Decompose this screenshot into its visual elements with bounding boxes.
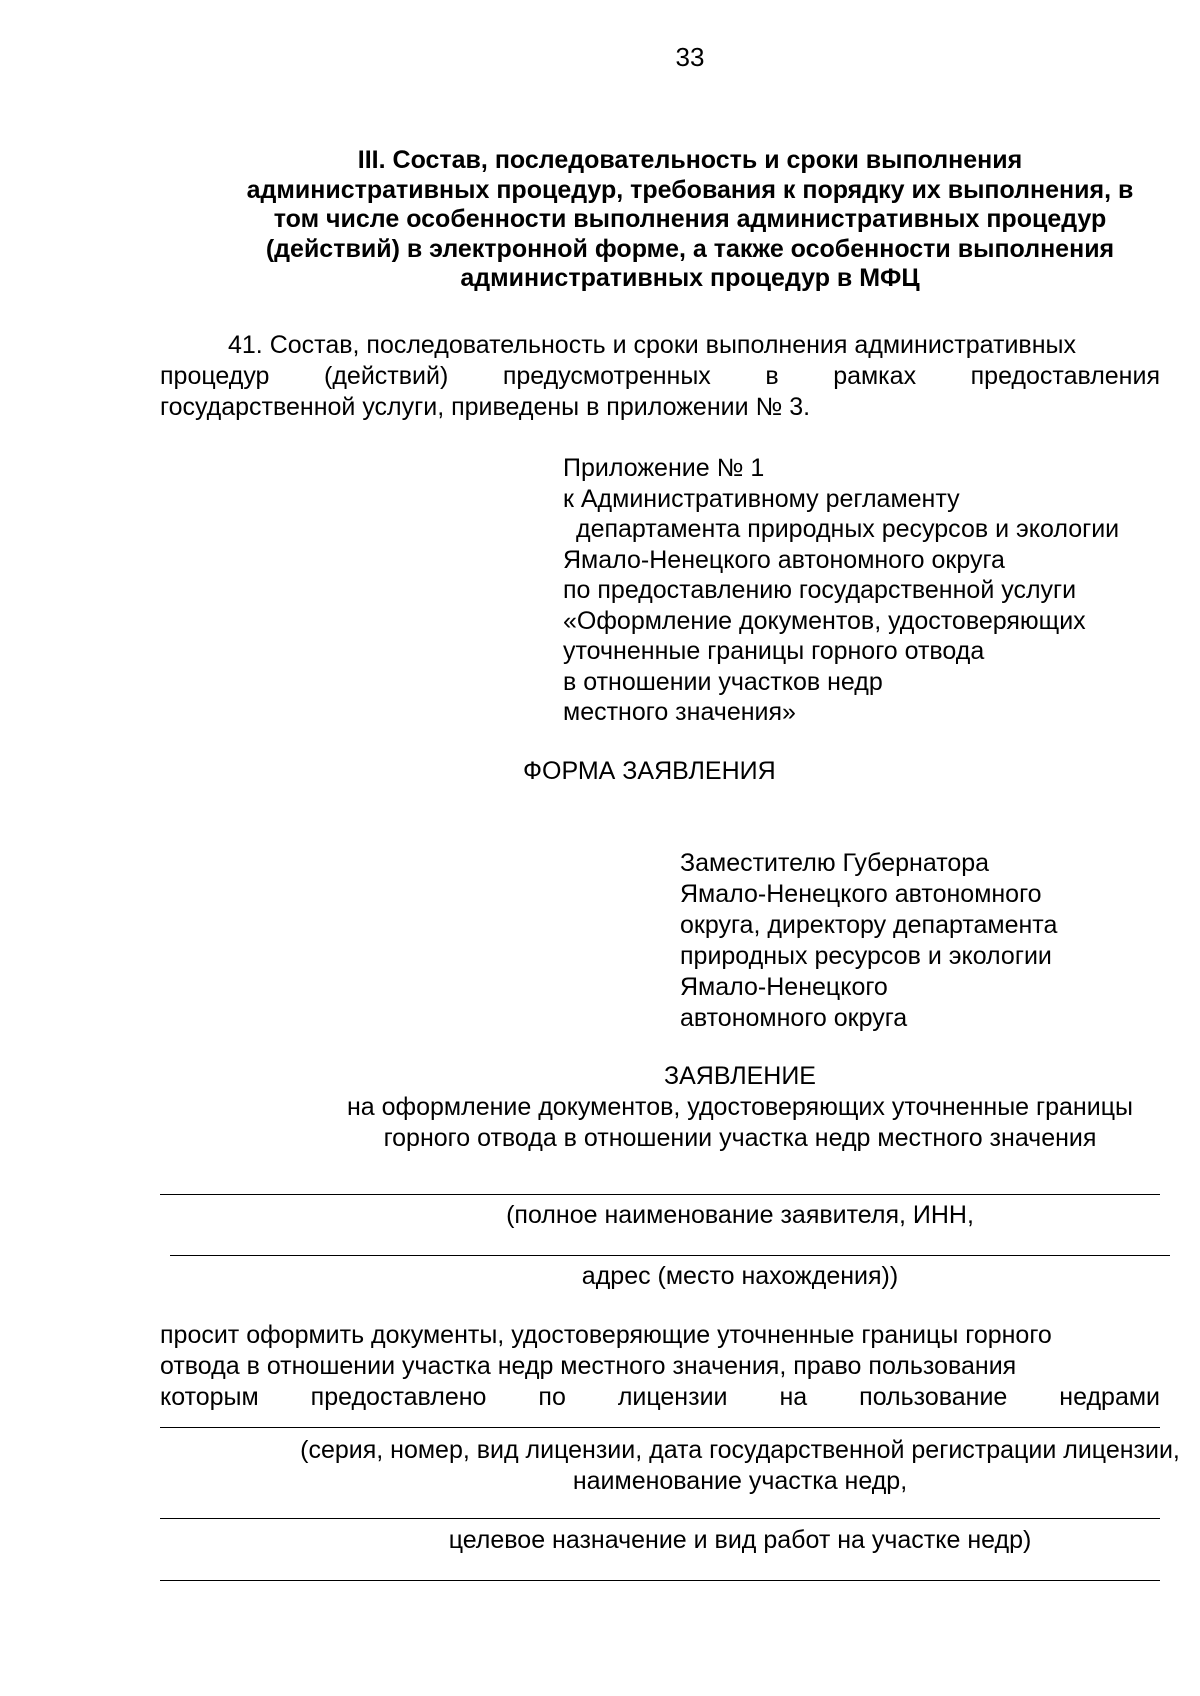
section-heading-line: том числе особенности выполнения административных процедур [273, 205, 1107, 233]
appendix-line: Ямало-Ненецкого автономного округа [563, 545, 1005, 574]
plot-fill-line[interactable] [160, 1518, 1160, 1519]
section-heading-line: административных процедур, требования к порядку их выполнения, в [246, 175, 1134, 204]
request-line: отвода в отношении участка недр местного значения, право пользования [160, 1352, 1017, 1380]
application-subtitle-line: горного отвода в отношении участка недр местного значения [383, 1124, 1097, 1152]
applicant-name-fill-line[interactable] [160, 1194, 1160, 1195]
appendix-line: Приложение № 1 [563, 454, 765, 482]
addressee-line: Ямало-Ненецкого [680, 973, 888, 1001]
addressee-line: автономного округа [680, 1004, 908, 1032]
appendix-header [563, 453, 1119, 728]
application-title: ЗАЯВЛЕНИЕ [663, 1062, 816, 1090]
address-fill-line[interactable] [170, 1255, 1170, 1256]
addressee-line: Ямало-Ненецкого автономного [680, 880, 1042, 908]
purpose-fill-line[interactable] [160, 1580, 1160, 1581]
addressee-line: округа, директору департамента [680, 911, 1058, 939]
section-heading-line: III. Состав, последовательность и сроки выполнения [357, 146, 1023, 174]
request-line: которым предоставлено по лицензии на пользование недрами [160, 1383, 1160, 1411]
license-caption-line-1: (серия, номер, вид лицензии, дата государственной регистрации лицензии, [300, 1436, 1180, 1464]
section-heading-line: (действий) в электронной форме, а также особенности выполнения [265, 234, 1115, 263]
appendix-line: в отношении участков недр [563, 667, 883, 696]
request-text [160, 1320, 1160, 1413]
appendix-line: «Оформление документов, удостоверяющих [563, 606, 1086, 635]
paragraph-line: 41. Состав, последовательность и сроки выполнения административных [228, 331, 1076, 359]
license-caption-line-2: наименование участка недр, [572, 1467, 908, 1495]
appendix-line: местного значения» [563, 698, 796, 726]
address-caption: адрес (место нахождения)) [581, 1262, 899, 1290]
appendix-line: к Административному регламенту [563, 484, 960, 513]
appendix-line: по предоставлению государственной услуги [563, 576, 1077, 604]
license-fill-line[interactable] [160, 1427, 1160, 1428]
appendix-line: департамента природных ресурсов и экологии [576, 515, 1120, 543]
addressee-line: природных ресурсов и экологии [680, 942, 1052, 970]
applicant-caption: (полное наименование заявителя, ИНН, [506, 1201, 974, 1229]
addressee-line: Заместителю Губернатора [680, 849, 990, 877]
section-heading [160, 146, 1200, 294]
purpose-caption: целевое назначение и вид работ на участке недр) [448, 1526, 1032, 1554]
section-heading-line: административных процедур в МФЦ [460, 264, 920, 292]
paragraph-line: государственной услуги, приведены в приложении № 3. [160, 393, 811, 421]
paragraph-41 [160, 330, 1160, 423]
paragraph-line: процедур (действий) предусмотренных в рамках предоставления [160, 362, 1160, 390]
form-title: ФОРМА ЗАЯВЛЕНИЯ [523, 757, 776, 785]
appendix-line: уточненные границы горного отвода [563, 637, 985, 665]
application-subtitle [160, 1092, 1200, 1154]
request-line: просит оформить документы, удостоверяющие уточненные границы горного [160, 1321, 1052, 1349]
page-number: 33 [675, 42, 705, 72]
addressee-block [680, 848, 1057, 1034]
application-subtitle-line: на оформление документов, удостоверяющих уточненные границы [346, 1093, 1133, 1121]
